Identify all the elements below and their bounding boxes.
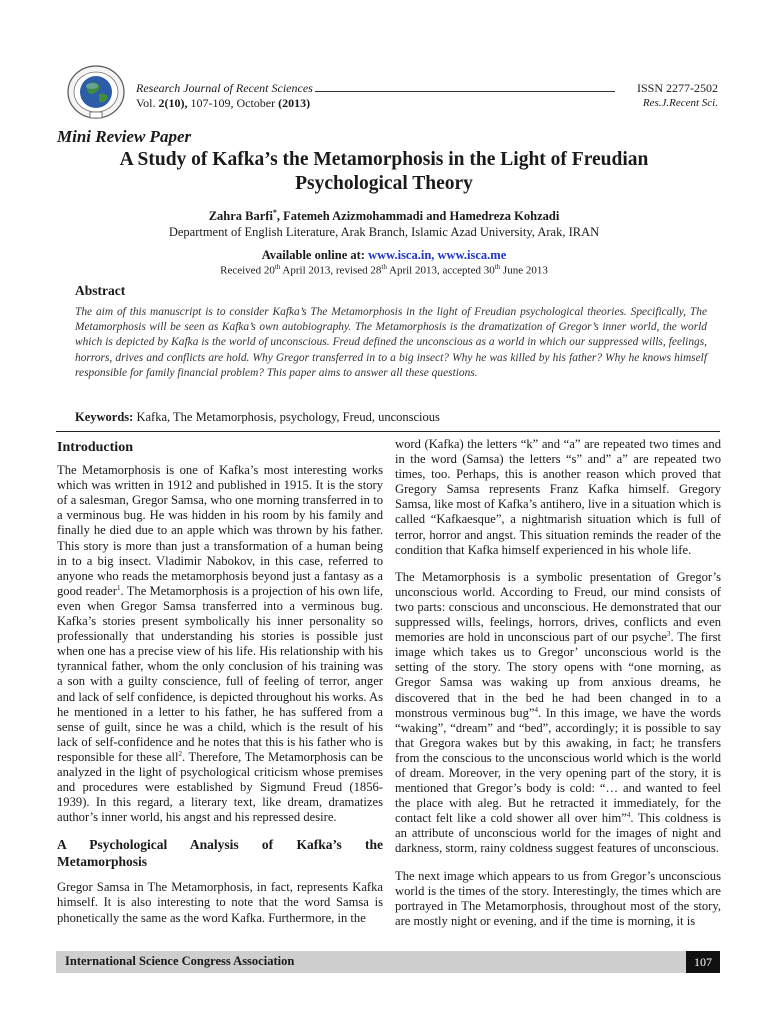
authors: Zahra Barfi*, Fatemeh Azizmohammadi and Hamedreza Kohzadi	[208, 208, 560, 224]
paper-title: A Study of Kafka’s the Metamorphosis in the Light of Freudian Psychological Theory	[119, 149, 649, 194]
issn: ISSN 2277-2502	[636, 81, 718, 95]
right-paragraph-2: The Metamorphosis is a symbolic presentation of Gregor’s unconscious world. According to Freud, our mind consists of two parts: conscious and unconscious. He demonstrated that our suppressed wills, feelings, horrors, drives, conflicts and even memories are hold in unconscious part of our psyche$^3$. The first image which takes us to Gregor’ unconscious world is the setting of the story. The story opens with “one morning, as Gregor Samsa was waking up from anxious dreams, he discovered that in the bed he had been changed in to a monstrous verminous bug”$^4$. In this image, we have the words “waking”, “dream” and “bed”, accordingly; it is possible to say that Gregora wakes but by this awaking, in fact; he transfers from the conscious to the unconscious world which is the world of dream. Moreover, in the very opening part of the story, it is mentioned that Gregor’s body is cold: “… and wanted to feel the place with aleg. But he retracted it immediately, for the contact felt like a cold shower all over him”$^4$. This coldness is an attribute of unconscious world for the images of night and darkness, storm, rainy coldness suggest features of unconscious.	[395, 569, 721, 856]
journal-abbrev: Res.J.Recent Sci.	[642, 97, 718, 109]
journal-links[interactable]: www.isca.in, www.isca.me	[368, 248, 507, 262]
abstract-heading: Abstract	[75, 283, 126, 298]
introduction-heading: Introduction	[57, 440, 133, 455]
journal-header-right	[637, 81, 718, 111]
introduction-paragraph: The Metamorphosis is one of Kafka’s most interesting works which was written in 1912 and published in 1915. It is the story of a salesman, Gregor Samsa, who one morning transferred in to a verminous bug. He was hidden in his room by his family and finally he died due to an apple which was thrown by his father. This story is more than just a transformation of a human being in to a big insect. Vladimir Nabokov, in this case, referred to anyone who reads the metamorphosis beyond just a fantasy as a good reader$^1$. The Metamorphosis is a projection of his own life, even when Gregor Samsa transferred into a verminous bug. Kafka’s stories present symbolically his inner personality so professionally that understanding his stories is possible just when one has a precise view of his life. His relationship with his tyrannical father, whom the only conclusion of his training was a son with a guilty conscience, full of feeling of terror, anger and lack of self confidence, is depicted throughout his works. As he mentioned in a letter to his father, he has suffered from a sense of guilt, since he was a child, which is the result of his lack of self-confidence and he notes that this is his father who is responsible for these all$^2$. Therefore, The Metamorphosis can be analyzed in the light of psychological criticism whose premises and procedures were established by Sigmund Freud (1856-1939). In this regard, a literary text, like dream, dramatizes author’s inner world, his angst and his repressed desire.	[57, 463, 384, 825]
right-column	[395, 437, 721, 929]
page-number: 107	[686, 951, 720, 973]
journal-logo	[66, 62, 132, 122]
section-divider	[56, 431, 720, 432]
right-paragraph-1: word (Kafka) the letters “k” and “a” are repeated two times and in the word (Samsa) the letters “s” and” a” are repeated two times, too. Perhaps, this is another reason which proved that Gregory Samsa represents Franz Kafka himself. Gregory Samsa, like most of Kafka’s antihero, live in a situation which is called “Kafkaesque”, a nightmarish situation which is full of terror, horror and angst. This situation reminds the reader of the condition that Kafka himself experienced in his whole life.	[395, 437, 721, 557]
affiliation: Department of English Literature, Arak Branch, Islamic Azad University, Arak, IRAN	[168, 225, 600, 239]
keywords: Keywords: Kafka, The Metamorphosis, psychology, Freud, unconscious	[75, 410, 440, 424]
footer-organization: International Science Congress Association	[65, 954, 295, 968]
analysis-paragraph: Gregor Samsa in The Metamorphosis, in fact, represents Kafka himself. It is also interesting to note that the word Samsa is phonetically the same as the word Kafka. Furthermore, in the	[57, 880, 383, 925]
available-online: Available online at: www.isca.in, www.isca.me	[261, 248, 507, 262]
abstract-text: The aim of this manuscript is to consider Kafka’s The Metamorphosis in the light of Freudian psychological theories. Specifically, The Metamorphosis will be seen as Kafka’s own autobiography. The Metamorphosis is the dramatization of Gregor’s inner world, the world which is depicted by Kafka is the world of unconscious. Freud defined the unconscious as a world in which our suppressed wills, feelings, horrors, drives and conflicts are hold. Why Gregor transferred in to a big insect? Why he was killed by his father? Why he knows himself responsible for family financial problem? This paper aims to answer all these questions.	[75, 306, 707, 379]
received-dates: Received 20th April 2013, revised 28th April 2013, accepted 30th June 2013	[220, 263, 548, 277]
volume-line: Vol. 2(10), 107-109, October (2013)	[136, 96, 311, 110]
right-paragraph-3: The next image which appears to us from Gregor’s unconscious world is the times of the story. Interestingly, the times which are portrayed in The Metamorphosis, throughout most of the story, are mostly night or evening, and if the time is morning, it is	[395, 868, 721, 928]
left-column	[57, 440, 383, 926]
analysis-heading: A Psychological Analysis of Kafka’s the Metamorphosis	[57, 837, 383, 870]
header-rule	[315, 82, 615, 92]
journal-header	[136, 81, 615, 111]
journal-name: Research Journal of Recent Sciences	[136, 81, 313, 95]
paper-type: Mini Review Paper	[57, 127, 192, 146]
page-footer	[56, 951, 720, 973]
